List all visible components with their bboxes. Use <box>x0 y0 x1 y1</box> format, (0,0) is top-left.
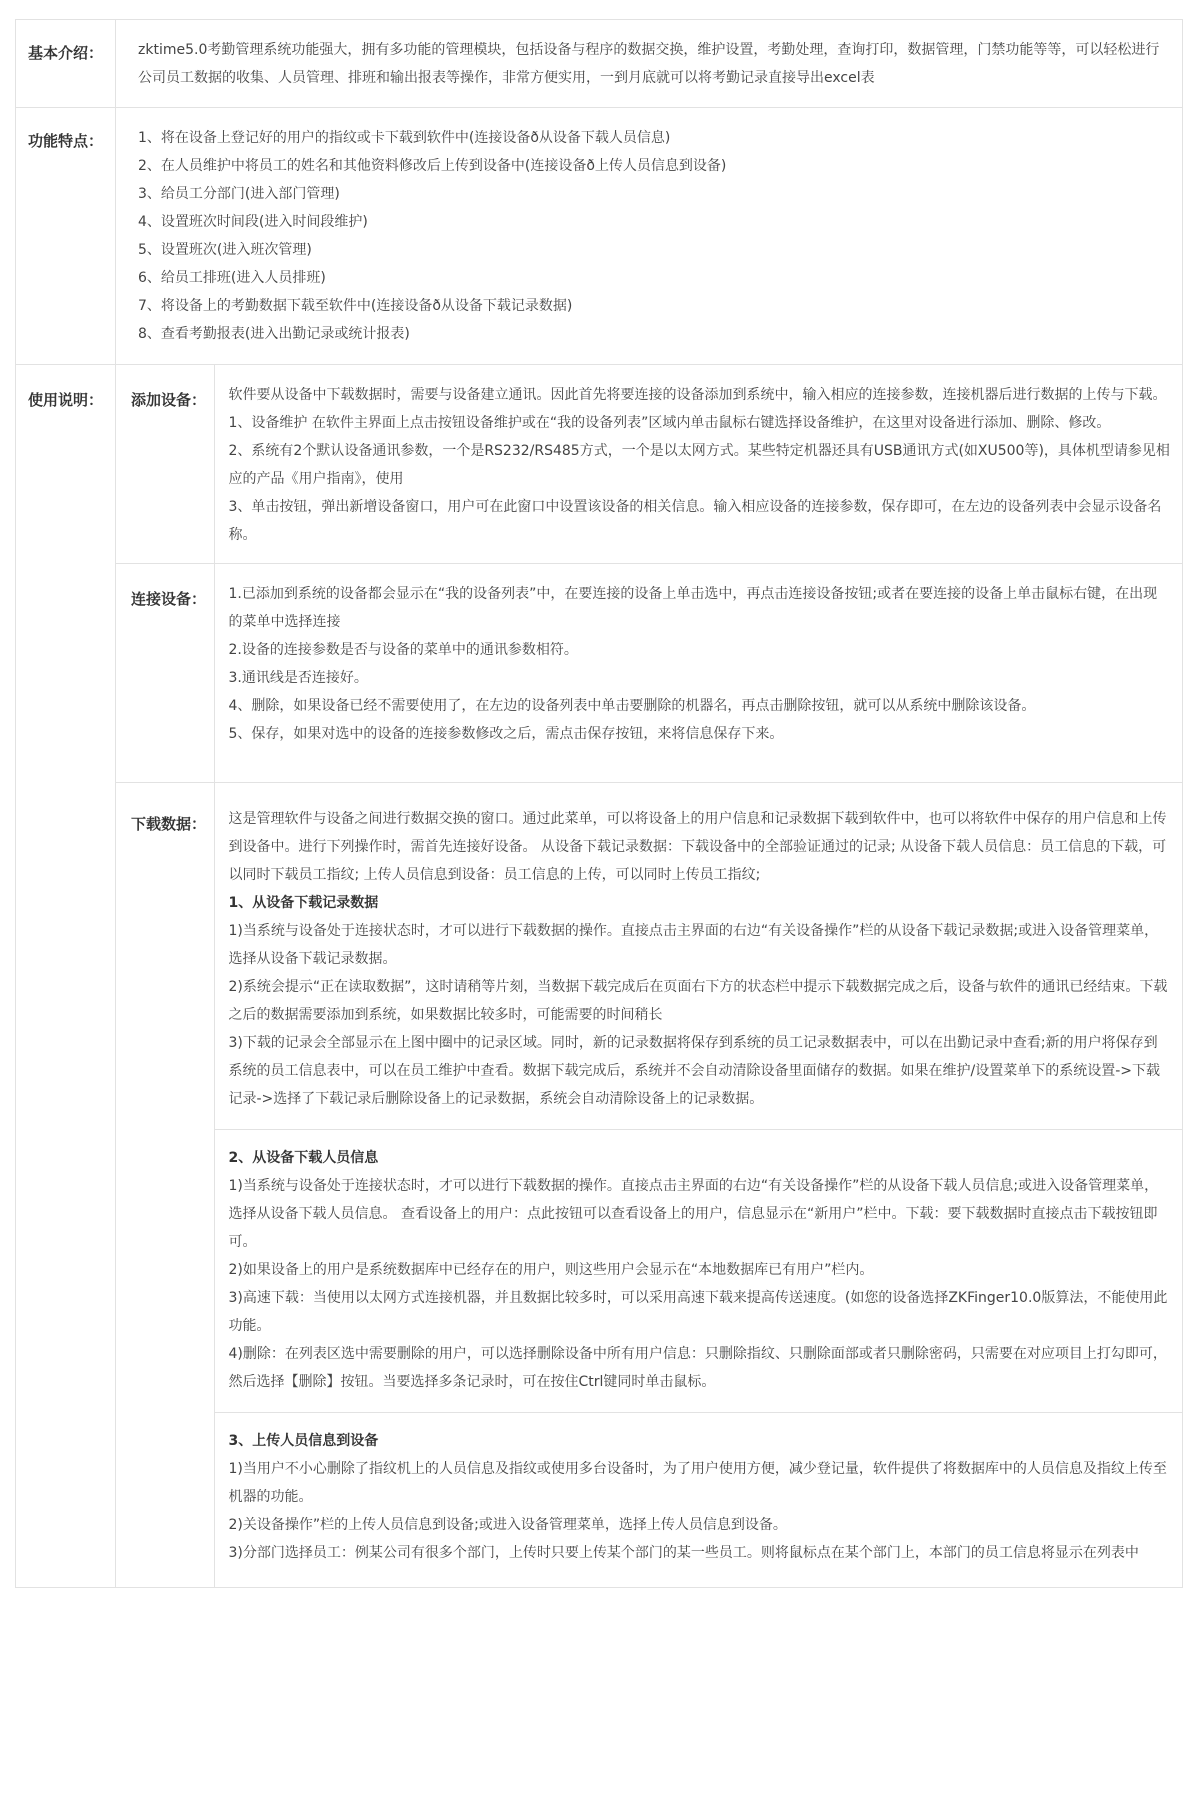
paragraph: 这是管理软件与设备之间进行数据交换的窗口。通过此菜单，可以将设备上的用户信息和记录数据下载到软件中，也可以将软件中保存的用户信息和上传到设备中。进行下列操作时，需首先连接好设备。 从设备下载记录数据：下载设备中的全部验证通过的记录; 从设备下载人员信息：员工信息的下载，可以同时下载员工指纹; 上传人员信息到设备：员工信息的上传，可以同时上传员工指纹; <box>228 811 1167 883</box>
intro-row <box>16 20 1183 108</box>
feature-list <box>116 108 1182 364</box>
list-item: 6、给员工排班(进入人员排班) <box>138 270 326 286</box>
paragraph: 1.已添加到系统的设备都会显示在“我的设备列表”中，在要连接的设备上单击选中，再点击连接设备按钮;或者在要连接的设备上单击鼠标右键，在出现的菜单中选择连接 <box>228 586 1158 630</box>
paragraph: 3)分部门选择员工：例某公司有很多个部门，上传时只要上传某个部门的某一些员工。则将鼠标点在某个部门上，本部门的员工信息将显示在列表中 <box>228 1545 1139 1561</box>
info-table <box>15 19 1183 1588</box>
usage-row <box>16 365 1183 1588</box>
paragraph: 3)高速下载：当使用以太网方式连接机器，并且数据比较多时，可以采用高速下载来提高传送速度。(如您的设备选择ZKFinger10.0版算法，不能使用此功能。 <box>228 1290 1168 1334</box>
add-device-row <box>116 365 1182 564</box>
list-item: 1、将在设备上登记好的用户的指纹或卡下载到软件中(连接设备ð从设备下载人员信息) <box>138 130 671 146</box>
list-item: 7、将设备上的考勤数据下载至软件中(连接设备ð从设备下载记录数据) <box>138 298 573 314</box>
paragraph: 4、删除，如果设备已经不需要使用了，在左边的设备列表中单击要删除的机器名，再点击删除按钮，就可以从系统中删除该设备。 <box>228 698 1036 714</box>
paragraph: 1)当用户不小心删除了指纹机上的人员信息及指纹或使用多台设备时，为了用户使用方便，减少登记量，软件提供了将数据库中的人员信息及指纹上传至机器的功能。 <box>228 1461 1167 1505</box>
intro-text: zktime5.0考勤管理系统功能强大，拥有多功能的管理模块，包括设备与程序的数据交换，维护设置，考勤处理，查询打印，数据管理，门禁功能等等，可以轻松进行公司员工数据的收集、人员管理、排班和输出报表等操作，非常方便实用，一到月底就可以将考勤记录直接导出excel表 <box>138 42 1160 86</box>
paragraph: 2.设备的连接参数是否与设备的菜单中的通讯参数相符。 <box>228 642 578 658</box>
features-row <box>16 108 1183 365</box>
add-device-label: 添加设备： <box>116 365 214 564</box>
download-data-label: 下载数据： <box>116 783 214 1588</box>
usage-label: 使用说明： <box>16 365 116 1588</box>
connect-device-row <box>116 564 1182 783</box>
list-item: 2、在人员维护中将员工的姓名和其他资料修改后上传到设备中(连接设备ð上传人员信息到设备) <box>138 158 727 174</box>
intro-label: 基本介绍： <box>16 20 116 108</box>
paragraph: 1、设备维护 在软件主界面上点击按钮设备维护或在“我的设备列表”区域内单击鼠标右键选择设备维护，在这里对设备进行添加、删除、修改。 <box>228 415 1111 431</box>
paragraph: 2)如果设备上的用户是系统数据库中已经存在的用户，则这些用户会显示在“本地数据库已有用户”栏内。 <box>228 1262 874 1278</box>
paragraph: 5、保存，如果对选中的设备的连接参数修改之后，需点击保存按钮，来将信息保存下来。 <box>228 726 784 742</box>
list-item: 8、查看考勤报表(进入出勤记录或统计报表) <box>138 326 410 342</box>
features-label: 功能特点： <box>16 108 116 365</box>
section-heading: 2、从设备下载人员信息 <box>228 1150 379 1166</box>
download-section-3 <box>215 1413 1183 1588</box>
paragraph: 3、单击按钮，弹出新增设备窗口，用户可在此窗口中设置该设备的相关信息。输入相应设备的连接参数，保存即可，在左边的设备列表中会显示设备名称。 <box>228 499 1162 543</box>
paragraph: 2)系统会提示“正在读取数据”，这时请稍等片刻，当数据下载完成后在页面右下方的状态栏中提示下载数据完成之后，设备与软件的通讯已经结束。下载之后的数据需要添加到系统，如果数据比较多时，可能需要的时间稍长 <box>228 979 1168 1023</box>
download-data-row <box>116 783 1182 1588</box>
paragraph: 3)下载的记录会全部显示在上图中圈中的记录区域。同时，新的记录数据将保存到系统的员工记录数据表中，可以在出勤记录中查看;新的用户将保存到系统的员工信息表中，可以在员工维护中查看。数据下载完成后，系统并不会自动清除设备里面储存的数据。如果在维护/设置菜单下的系统设置->下载记录->选择了下载记录后删除设备上的记录数据，系统会自动清除设备上的记录数据。 <box>228 1035 1160 1107</box>
section-heading: 1、从设备下载记录数据 <box>228 895 379 911</box>
paragraph: 1)当系统与设备处于连接状态时，才可以进行下载数据的操作。直接点击主界面的右边“有关设备操作”栏的从设备下载人员信息;或进入设备管理菜单，选择从设备下载人员信息。 查看设备上的用户：点此按钮可以查看设备上的用户，信息显示在“新用户”栏中。下载：要下载数据时直接点击下载按钮即可。 <box>228 1178 1159 1250</box>
list-item: 3、给员工分部门(进入部门管理) <box>138 186 340 202</box>
list-item: 5、设置班次(进入班次管理) <box>138 242 312 258</box>
paragraph: 软件要从设备中下载数据时，需要与设备建立通讯。因此首先将要连接的设备添加到系统中，输入相应的连接参数，连接机器后进行数据的上传与下载。 <box>228 387 1167 403</box>
paragraph: 1)当系统与设备处于连接状态时，才可以进行下载数据的操作。直接点击主界面的右边“有关设备操作”栏的从设备下载记录数据;或进入设备管理菜单，选择从设备下载记录数据。 <box>228 923 1159 967</box>
paragraph: 2)关设备操作”栏的上传人员信息到设备;或进入设备管理菜单，选择上传人员信息到设备。 <box>228 1517 787 1533</box>
paragraph: 3.通讯线是否连接好。 <box>228 670 368 686</box>
section-heading: 3、上传人员信息到设备 <box>228 1433 379 1449</box>
download-section-1 <box>215 783 1183 1130</box>
download-sections <box>215 783 1183 1587</box>
paragraph: 4)删除：在列表区选中需要删除的用户，可以选择删除设备中所有用户信息：只删除指纹、只删除面部或者只删除密码，只需要在对应项目上打勾即可，然后选择【删除】按钮。当要选择多条记录时，可在按住Ctrl键同时单击鼠标。 <box>228 1346 1167 1390</box>
paragraph: 2、系统有2个默认设备通讯参数，一个是RS232/RS485方式，一个是以太网方式。某些特定机器还具有USB通讯方式(如XU500等)，具体机型请参见相应的产品《用户指南》，使用 <box>228 443 1170 487</box>
usage-table <box>116 365 1182 1587</box>
list-item: 4、设置班次时间段(进入时间段维护) <box>138 214 368 230</box>
connect-device-label: 连接设备： <box>116 564 214 783</box>
download-section-2 <box>215 1130 1183 1413</box>
